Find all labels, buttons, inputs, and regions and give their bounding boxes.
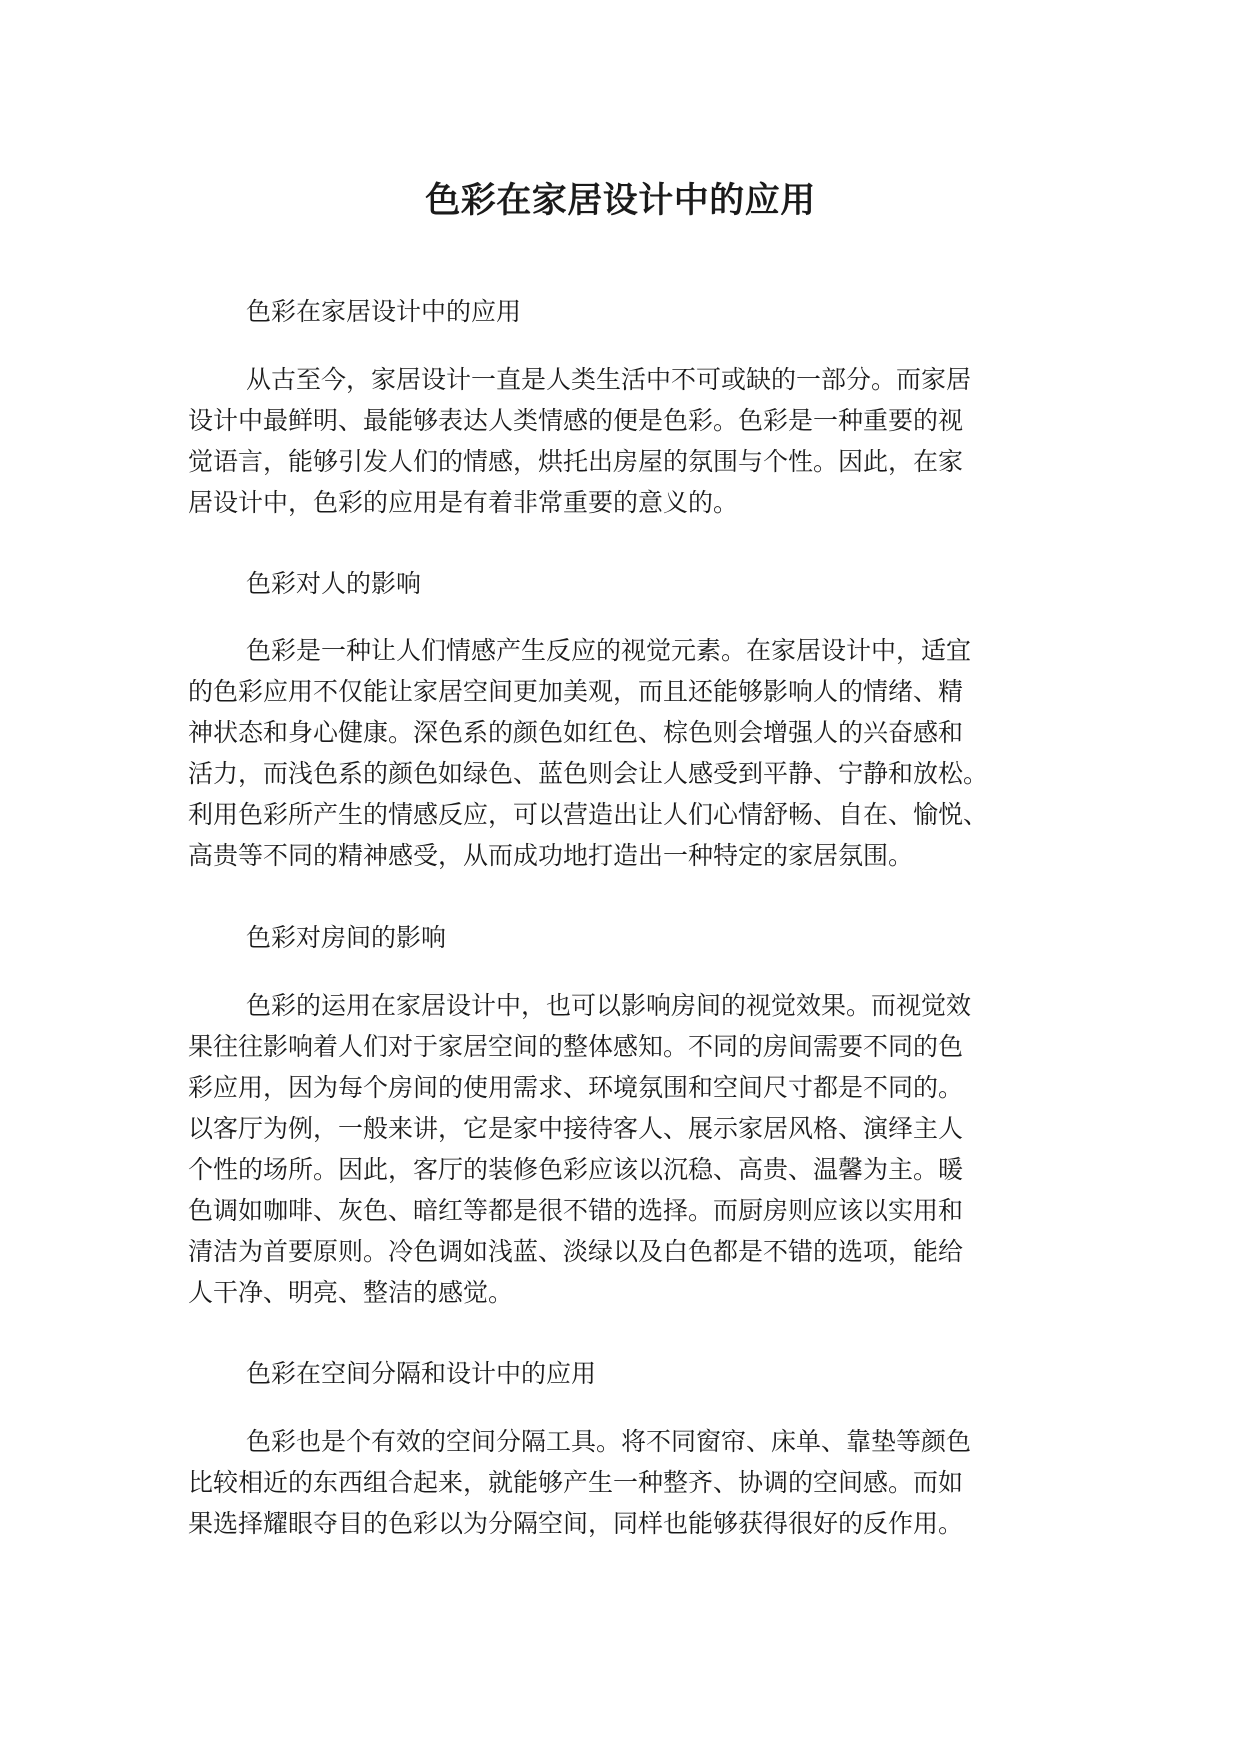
section-paragraph — [188, 630, 1058, 876]
paragraph-line: 色彩是一种让人们情感产生反应的视觉元素。在家居设计中，适宜 — [246, 636, 972, 665]
paragraph-line: 利用色彩所产生的情感反应，可以营造出让人们心情舒畅、自在、愉悦、 — [188, 800, 989, 829]
paragraph-line: 果往往影响着人们对于家居空间的整体感知。不同的房间需要不同的色 — [188, 1032, 964, 1061]
paragraph-line: 色彩的运用在家居设计中，也可以影响房间的视觉效果。而视觉效 — [246, 991, 972, 1020]
paragraph-line: 色调如咖啡、灰色、暗红等都是很不错的选择。而厨房则应该以实用和 — [188, 1196, 964, 1225]
paragraph-line: 清洁为首要原则。冷色调如浅蓝、淡绿以及白色都是不错的选项，能给 — [188, 1237, 964, 1266]
paragraph-line: 色彩也是个有效的空间分隔工具。将不同窗帘、床单、靠垫等颜色 — [246, 1427, 972, 1456]
section-paragraph — [188, 359, 1058, 523]
section-paragraph — [188, 1421, 1058, 1544]
paragraph-line: 从古至今，家居设计一直是人类生活中不可或缺的一部分。而家居 — [246, 365, 972, 394]
paragraph-line: 比较相近的东西组合起来，就能够产生一种整齐、协调的空间感。而如 — [188, 1468, 964, 1497]
document-title: 色彩在家居设计中的应用 — [425, 181, 816, 221]
section-heading: 色彩对房间的影响 — [246, 923, 447, 952]
paragraph-line: 高贵等不同的精神感受，从而成功地打造出一种特定的家居氛围。 — [188, 841, 914, 870]
paragraph-line: 居设计中，色彩的应用是有着非常重要的意义的。 — [188, 488, 739, 517]
section-heading: 色彩对人的影响 — [246, 569, 422, 598]
paragraph-line: 的色彩应用不仅能让家居空间更加美观，而且还能够影响人的情绪、精 — [188, 677, 964, 706]
paragraph-line: 彩应用，因为每个房间的使用需求、环境氛围和空间尺寸都是不同的。 — [188, 1073, 964, 1102]
section-paragraph — [188, 985, 1058, 1313]
paragraph-line: 果选择耀眼夺目的色彩以为分隔空间，同样也能够获得很好的反作用。 — [188, 1509, 964, 1538]
paragraph-line: 设计中最鲜明、最能够表达人类情感的便是色彩。色彩是一种重要的视 — [188, 406, 964, 435]
paragraph-line: 个性的场所。因此，客厅的装修色彩应该以沉稳、高贵、温馨为主。暖 — [188, 1155, 964, 1184]
paragraph-line: 神状态和身心健康。深色系的颜色如红色、棕色则会增强人的兴奋感和 — [188, 718, 964, 747]
paragraph-line: 活力，而浅色系的颜色如绿色、蓝色则会让人感受到平静、宁静和放松。 — [188, 759, 989, 788]
section-heading: 色彩在家居设计中的应用 — [246, 297, 522, 326]
paragraph-line: 人干净、明亮、整洁的感觉。 — [188, 1278, 514, 1307]
paragraph-line: 以客厅为例，一般来讲，它是家中接待客人、展示家居风格、演绎主人 — [188, 1114, 964, 1143]
section-heading: 色彩在空间分隔和设计中的应用 — [246, 1359, 597, 1388]
paragraph-line: 觉语言，能够引发人们的情感，烘托出房屋的氛围与个性。因此，在家 — [188, 447, 964, 476]
